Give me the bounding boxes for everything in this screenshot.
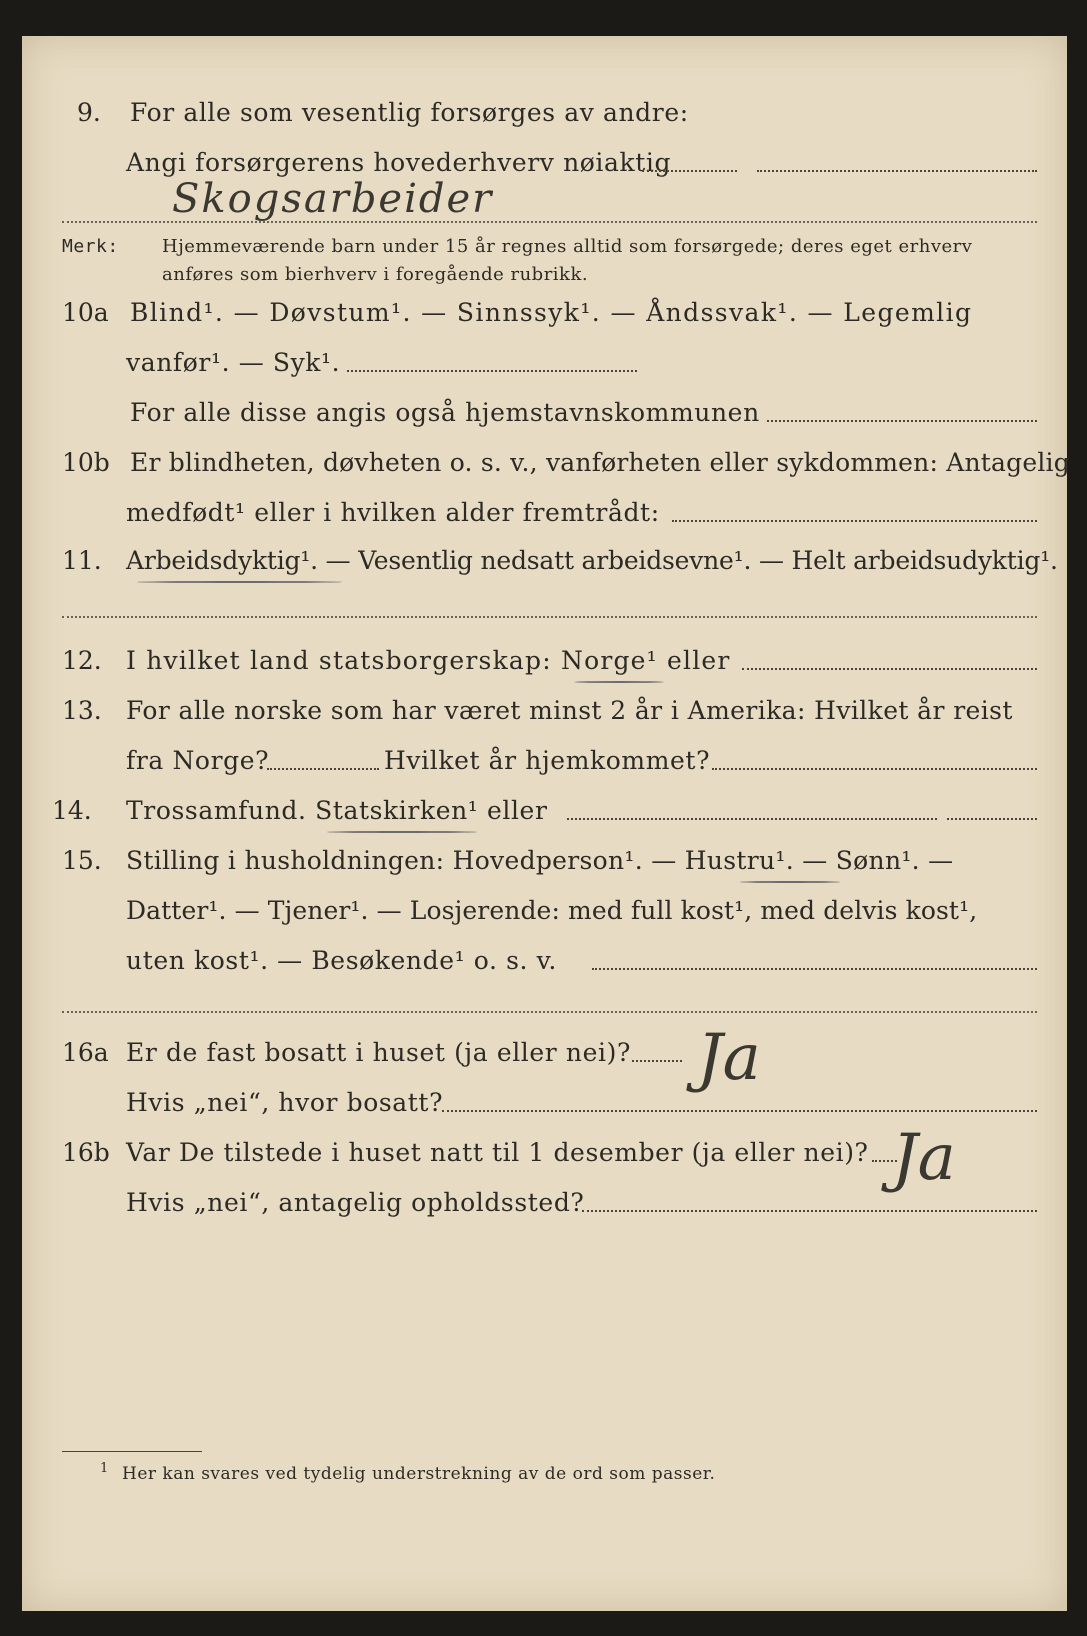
q11-underline-marking <box>137 581 342 583</box>
q9-line1: For alle som vesentlig forsørges av andre: <box>130 98 689 127</box>
q15-line2: Datter¹. — Tjener¹. — Losjerende: med full kost¹, med delvis kost¹, <box>126 896 978 925</box>
footnote-text: Her kan svares ved tydelig understrekning av de ord som passer. <box>122 1464 716 1484</box>
q12-answer-line <box>742 668 1037 670</box>
q11-line1: Arbeidsdyktig¹. — Vesentlig nedsatt arbeidsevne¹. — Helt arbeidsudyktig¹. <box>126 546 1058 575</box>
q16a-number: 16a <box>62 1038 109 1067</box>
q10a-home-answer-line <box>767 420 1037 422</box>
section-divider-1 <box>62 221 1037 223</box>
q14-underline-marking <box>327 831 477 833</box>
q16a-answer-line <box>632 1060 682 1062</box>
q9-answer-line-b <box>757 170 1037 172</box>
section-divider-3 <box>62 1011 1037 1013</box>
q13-line2b: Hvilket år hjemkommet? <box>384 746 711 775</box>
merk-line2: anføres som bierhverv i foregående rubrikk. <box>162 264 589 285</box>
merk-line1: Hjemmeværende barn under 15 år regnes alltid som forsørgede; deres eget erhverv <box>162 236 973 257</box>
q13-year-returned-line <box>712 768 1037 770</box>
q9-handwritten-answer: Skogsarbeider <box>172 176 494 222</box>
q15-underline-marking <box>740 881 840 883</box>
q16b-line1: Var De tilstede i huset natt til 1 desember (ja eller nei)? <box>126 1138 869 1167</box>
q15-answer-line <box>592 968 1037 970</box>
q11-number: 11. <box>62 546 102 575</box>
q14-line1: Trossamfund. Statskirken¹ eller <box>126 796 548 825</box>
q13-line1: For alle norske som har været minst 2 år i Amerika: Hvilket år reist <box>126 696 1013 725</box>
q9-answer-line-a <box>642 170 737 172</box>
q15-number: 15. <box>62 846 102 875</box>
q16b-number: 16b <box>62 1138 110 1167</box>
q16b-line2: Hvis „nei“, antagelig opholdssted? <box>126 1188 585 1217</box>
q15-line1: Stilling i husholdningen: Hovedperson¹. — Hustru¹. — Sønn¹. — <box>126 846 954 875</box>
section-divider-2 <box>62 616 1037 618</box>
q10a-line2: vanfør¹. — Syk¹. <box>126 348 341 377</box>
q14-number: 14. <box>52 796 92 825</box>
q16a-line2: Hvis „nei“, hvor bosatt? <box>126 1088 444 1117</box>
q16b-whereabouts-line <box>582 1210 1037 1212</box>
q14-answer-line-b <box>947 818 1037 820</box>
q10b-line2: medfødt¹ eller i hvilken alder fremtrådt: <box>126 498 660 527</box>
footnote-mark: 1 <box>100 1461 109 1476</box>
q13-year-left-line <box>267 768 379 770</box>
footnote-rule <box>62 1451 202 1452</box>
q10a-line1: Blind¹. — Døvstum¹. — Sinnssyk¹. — Åndssvak¹. — Legemlig <box>130 298 973 327</box>
q10a-sick-answer-line <box>347 370 637 372</box>
q12-number: 12. <box>62 646 102 675</box>
q12-line1: I hvilket land statsborgerskap: Norge¹ eller <box>126 646 731 675</box>
census-form-page <box>22 36 1070 1611</box>
q10b-line1: Er blindheten, døvheten o. s. v., vanførheten eller sykdommen: Antagelig <box>130 448 1070 477</box>
q10a-number: 10a <box>62 298 109 327</box>
q10b-number: 10b <box>62 448 110 477</box>
q13-line2a: fra Norge? <box>126 746 270 775</box>
q16a-line1: Er de fast bosatt i huset (ja eller nei)? <box>126 1038 631 1067</box>
q15-line3: uten kost¹. — Besøkende¹ o. s. v. <box>126 946 557 975</box>
q13-number: 13. <box>62 696 102 725</box>
q12-underline-marking <box>574 681 664 683</box>
q16a-where-line <box>442 1110 1037 1112</box>
q10a-line3: For alle disse angis også hjemstavnskommunen <box>130 398 760 427</box>
q9-number: 9. <box>77 98 101 127</box>
merk-label: Merk: <box>62 236 119 257</box>
q16a-handwritten-answer: Ja <box>697 1021 761 1095</box>
q10b-answer-line <box>672 520 1037 522</box>
q16b-handwritten-answer: Ja <box>892 1121 956 1195</box>
q14-answer-line-a <box>567 818 937 820</box>
q9-line2: Angi forsørgerens hovederhverv nøiaktig <box>126 148 672 177</box>
